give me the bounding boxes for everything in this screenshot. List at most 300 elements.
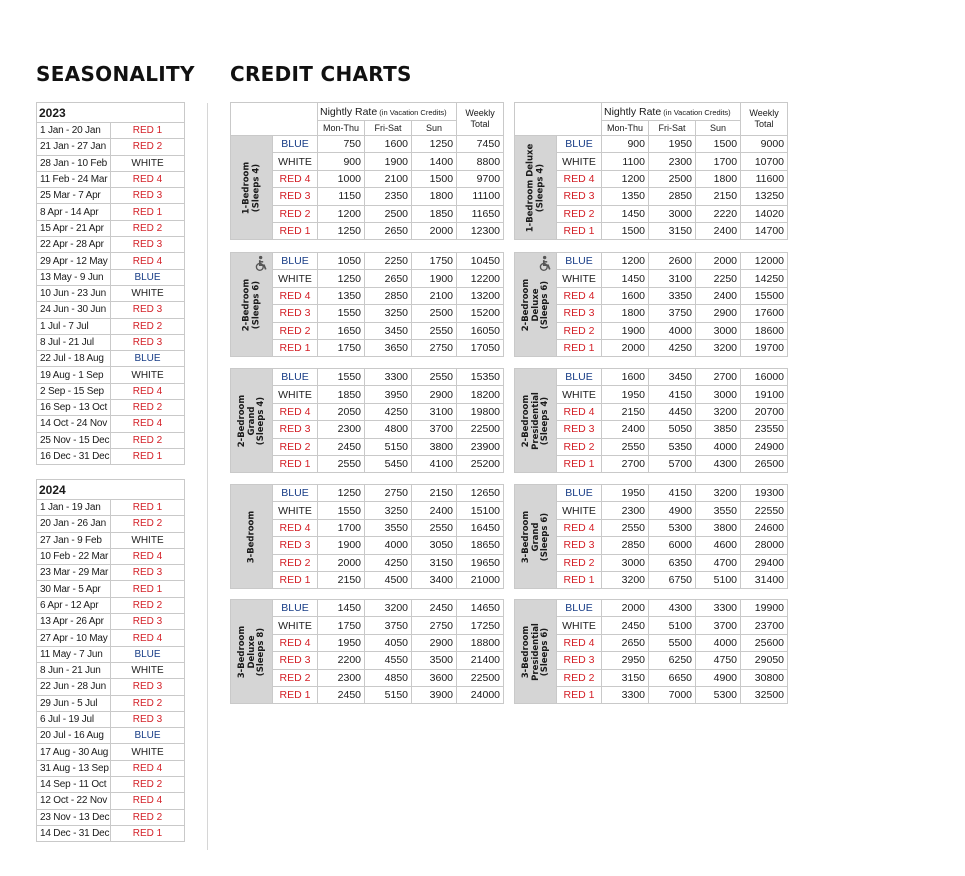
header-blank — [515, 103, 602, 136]
season-label: WHITE — [111, 532, 185, 548]
credit-value: 4000 — [696, 634, 741, 651]
rate-row — [231, 485, 504, 502]
credit-value: 1600 — [602, 369, 649, 386]
date-range: 24 Jun - 30 Jun — [37, 302, 111, 318]
credit-value: 1900 — [602, 322, 649, 339]
credit-value: 2500 — [412, 305, 457, 322]
day-header: Mon-Thu — [602, 121, 649, 136]
season-label: RED 2 — [111, 318, 185, 334]
season-label: RED 3 — [273, 421, 318, 438]
season-label: BLUE — [273, 600, 318, 617]
credit-value: 2650 — [365, 222, 412, 239]
credit-value: 1200 — [602, 170, 649, 187]
credit-value: 2450 — [602, 617, 649, 634]
date-range: 8 Apr - 14 Apr — [37, 204, 111, 220]
credit-value: 5150 — [365, 438, 412, 455]
credit-value: 10700 — [741, 153, 788, 170]
credit-value: 3200 — [696, 339, 741, 356]
date-range: 8 Jul - 21 Jul — [37, 334, 111, 350]
date-range: 28 Jan - 10 Feb — [37, 155, 111, 171]
season-label: BLUE — [111, 269, 185, 285]
credit-value: 3450 — [649, 369, 696, 386]
season-label: RED 4 — [273, 170, 318, 187]
credit-value: 1250 — [318, 222, 365, 239]
credit-value: 30800 — [741, 669, 788, 686]
credit-value: 4900 — [696, 669, 741, 686]
date-range: 6 Apr - 12 Apr — [37, 597, 111, 613]
credit-value: 1900 — [318, 537, 365, 554]
credit-value: 23900 — [457, 438, 504, 455]
season-row — [37, 744, 185, 760]
credit-value: 5100 — [696, 571, 741, 588]
credit-value: 1250 — [318, 270, 365, 287]
season-row — [37, 662, 185, 678]
season-row — [37, 711, 185, 727]
room-type-label: 3-Bedroom — [245, 510, 256, 563]
credit-value: 4100 — [412, 455, 457, 472]
credit-value: 1900 — [365, 153, 412, 170]
season-row — [37, 809, 185, 825]
credit-value: 2400 — [696, 287, 741, 304]
credit-value: 4300 — [696, 455, 741, 472]
season-label: RED 1 — [273, 339, 318, 356]
credit-value: 2300 — [602, 502, 649, 519]
credit-value: 19700 — [741, 339, 788, 356]
season-label: RED 3 — [273, 305, 318, 322]
season-label: RED 1 — [557, 455, 602, 472]
credit-value: 18600 — [741, 322, 788, 339]
season-row — [37, 383, 185, 399]
credit-value: 3000 — [649, 205, 696, 222]
credit-value: 14020 — [741, 205, 788, 222]
season-label: RED 2 — [557, 438, 602, 455]
season-label: BLUE — [111, 728, 185, 744]
credit-value: 8800 — [457, 153, 504, 170]
season-row — [37, 500, 185, 516]
credit-value: 3700 — [696, 617, 741, 634]
credit-value: 17050 — [457, 339, 504, 356]
credit-value: 3000 — [696, 386, 741, 403]
season-label: RED 4 — [557, 403, 602, 420]
season-label: WHITE — [273, 386, 318, 403]
date-range: 11 Feb - 24 Mar — [37, 171, 111, 187]
credit-value: 3000 — [696, 322, 741, 339]
credit-value: 18800 — [457, 634, 504, 651]
credit-value: 2250 — [365, 253, 412, 270]
credit-chart-table — [230, 368, 504, 473]
credit-value: 1050 — [318, 253, 365, 270]
room-type-label: 1-Bedroom (Sleeps 4) — [241, 161, 261, 214]
season-label: WHITE — [273, 617, 318, 634]
credit-value: 19100 — [741, 386, 788, 403]
season-label: RED 4 — [273, 634, 318, 651]
credit-chart-table — [514, 599, 788, 704]
credit-value: 18200 — [457, 386, 504, 403]
credit-value: 2850 — [602, 537, 649, 554]
date-range: 10 Jun - 23 Jun — [37, 285, 111, 301]
credit-value: 4750 — [696, 652, 741, 669]
credit-value: 4850 — [365, 669, 412, 686]
room-type-cell — [515, 600, 557, 704]
credit-value: 2300 — [318, 669, 365, 686]
credit-value: 3750 — [649, 305, 696, 322]
season-label: RED 3 — [111, 334, 185, 350]
rate-row — [231, 369, 504, 386]
credit-value: 2400 — [412, 502, 457, 519]
season-row — [37, 318, 185, 334]
credit-value: 3100 — [649, 270, 696, 287]
season-label: RED 3 — [557, 305, 602, 322]
season-label: RED 3 — [111, 711, 185, 727]
credit-value: 18650 — [457, 537, 504, 554]
credit-value: 22500 — [457, 669, 504, 686]
season-row — [37, 269, 185, 285]
credit-value: 1700 — [696, 153, 741, 170]
room-type-cell — [231, 600, 273, 704]
season-label: RED 4 — [557, 634, 602, 651]
season-row — [37, 285, 185, 301]
credit-value: 1150 — [318, 188, 365, 205]
nightly-rate-note: (in Vacation Credits) — [377, 107, 447, 117]
date-range: 19 Aug - 1 Sep — [37, 367, 111, 383]
credit-value: 2650 — [602, 634, 649, 651]
room-type-cell — [231, 136, 273, 240]
wheelchair-accessible-icon — [253, 255, 270, 272]
date-range: 22 Apr - 28 Apr — [37, 237, 111, 253]
credit-value: 3550 — [365, 519, 412, 536]
credit-value: 2150 — [412, 485, 457, 502]
credit-value: 4150 — [649, 386, 696, 403]
credit-value: 3250 — [365, 305, 412, 322]
credit-value: 4250 — [365, 403, 412, 420]
season-row — [37, 777, 185, 793]
date-range: 6 Jul - 19 Jul — [37, 711, 111, 727]
credit-value: 900 — [602, 136, 649, 153]
credit-value: 2600 — [649, 253, 696, 270]
credit-value: 1650 — [318, 322, 365, 339]
credit-value: 3150 — [649, 222, 696, 239]
date-range: 14 Sep - 11 Oct — [37, 777, 111, 793]
credit-value: 4550 — [365, 652, 412, 669]
date-range: 13 Apr - 26 Apr — [37, 614, 111, 630]
credit-value: 3850 — [696, 421, 741, 438]
credit-value: 4500 — [365, 571, 412, 588]
rate-row — [231, 253, 504, 270]
credit-value: 7000 — [649, 686, 696, 703]
credit-chart-table — [230, 599, 504, 704]
season-label: RED 4 — [111, 548, 185, 564]
season-row — [37, 581, 185, 597]
credit-value: 1600 — [365, 136, 412, 153]
credit-value: 1750 — [318, 617, 365, 634]
credit-value: 14650 — [457, 600, 504, 617]
credit-value: 3000 — [602, 554, 649, 571]
date-range: 22 Jul - 18 Aug — [37, 351, 111, 367]
credit-value: 3300 — [365, 369, 412, 386]
season-label: RED 3 — [111, 679, 185, 695]
credit-value: 17250 — [457, 617, 504, 634]
credit-value: 1200 — [602, 253, 649, 270]
day-header: Fri-Sat — [365, 121, 412, 136]
credit-value: 2200 — [318, 652, 365, 669]
season-row — [37, 597, 185, 613]
credit-value: 2850 — [649, 188, 696, 205]
credit-value: 25200 — [457, 455, 504, 472]
credit-value: 9700 — [457, 170, 504, 187]
credit-value: 3400 — [412, 571, 457, 588]
credit-value: 3200 — [602, 571, 649, 588]
weekly-total-header: Weekly Total — [457, 103, 504, 136]
season-label: WHITE — [557, 153, 602, 170]
credit-charts-heading: CREDIT CHARTS — [230, 62, 412, 86]
season-label: RED 1 — [557, 571, 602, 588]
credit-value: 3800 — [696, 519, 741, 536]
season-label: RED 4 — [557, 170, 602, 187]
season-row — [37, 220, 185, 236]
credit-value: 21000 — [457, 571, 504, 588]
credit-value: 17600 — [741, 305, 788, 322]
season-label: RED 3 — [557, 421, 602, 438]
credit-value: 5300 — [649, 519, 696, 536]
credit-value: 1950 — [318, 634, 365, 651]
season-label: WHITE — [111, 744, 185, 760]
credit-value: 1200 — [318, 205, 365, 222]
season-label: RED 2 — [557, 669, 602, 686]
date-range: 16 Sep - 13 Oct — [37, 400, 111, 416]
season-label: RED 3 — [557, 537, 602, 554]
season-row — [37, 825, 185, 841]
credit-value: 4050 — [365, 634, 412, 651]
credit-value: 15200 — [457, 305, 504, 322]
season-row — [37, 793, 185, 809]
credit-value: 10450 — [457, 253, 504, 270]
credit-value: 2450 — [412, 600, 457, 617]
season-label: WHITE — [111, 285, 185, 301]
credit-value: 2500 — [365, 205, 412, 222]
season-row — [37, 416, 185, 432]
room-type-cell — [231, 253, 273, 357]
credit-value: 2150 — [696, 188, 741, 205]
credit-value: 3650 — [365, 339, 412, 356]
day-header: Sun — [696, 121, 741, 136]
room-type-label: 2-Bedroom Deluxe (Sleeps 6) — [520, 278, 550, 331]
credit-value: 5700 — [649, 455, 696, 472]
season-row — [37, 760, 185, 776]
credit-value: 5500 — [649, 634, 696, 651]
rate-row — [515, 253, 788, 270]
season-label: BLUE — [111, 351, 185, 367]
date-range: 11 May - 7 Jun — [37, 646, 111, 662]
rate-row — [231, 136, 504, 153]
room-type-label: 2-Bedroom Grand (Sleeps 4) — [236, 394, 266, 447]
credit-value: 2400 — [602, 421, 649, 438]
credit-value: 2450 — [318, 438, 365, 455]
credit-value: 2750 — [412, 617, 457, 634]
season-label: RED 2 — [111, 809, 185, 825]
season-label: BLUE — [273, 136, 318, 153]
season-label: RED 2 — [111, 695, 185, 711]
credit-value: 2550 — [412, 322, 457, 339]
credit-value: 6650 — [649, 669, 696, 686]
room-type-cell — [231, 485, 273, 589]
nightly-rate-header — [318, 103, 457, 121]
credit-value: 2550 — [412, 519, 457, 536]
credit-value: 6750 — [649, 571, 696, 588]
rate-row — [515, 600, 788, 617]
credit-value: 4000 — [365, 537, 412, 554]
season-row — [37, 646, 185, 662]
season-label: BLUE — [557, 253, 602, 270]
rate-row — [515, 369, 788, 386]
season-label: RED 2 — [557, 322, 602, 339]
credit-value: 4700 — [696, 554, 741, 571]
credit-value: 19800 — [457, 403, 504, 420]
day-header: Sun — [412, 121, 457, 136]
season-label: RED 1 — [273, 571, 318, 588]
credit-value: 3750 — [365, 617, 412, 634]
credit-value: 3150 — [602, 669, 649, 686]
date-range: 16 Dec - 31 Dec — [37, 448, 111, 464]
season-label: BLUE — [557, 136, 602, 153]
credit-value: 7450 — [457, 136, 504, 153]
season-label: WHITE — [557, 386, 602, 403]
seasonality-heading: SEASONALITY — [36, 62, 195, 86]
season-label: RED 4 — [111, 253, 185, 269]
date-range: 13 May - 9 Jun — [37, 269, 111, 285]
season-row — [37, 351, 185, 367]
season-label: BLUE — [557, 600, 602, 617]
date-range: 31 Aug - 13 Sep — [37, 760, 111, 776]
credit-value: 11100 — [457, 188, 504, 205]
season-label: RED 1 — [111, 825, 185, 841]
credit-value: 3500 — [412, 652, 457, 669]
credit-value: 1500 — [696, 136, 741, 153]
credit-value: 2900 — [412, 634, 457, 651]
date-range: 10 Feb - 22 Mar — [37, 548, 111, 564]
season-label: RED 3 — [273, 537, 318, 554]
credit-chart-table — [514, 102, 788, 240]
credit-value: 2100 — [412, 287, 457, 304]
credit-value: 5350 — [649, 438, 696, 455]
credit-value: 22500 — [457, 421, 504, 438]
season-row — [37, 695, 185, 711]
season-label: RED 2 — [111, 139, 185, 155]
credit-value: 1250 — [412, 136, 457, 153]
credit-value: 1850 — [412, 205, 457, 222]
date-range: 30 Mar - 5 Apr — [37, 581, 111, 597]
credit-value: 1900 — [412, 270, 457, 287]
credit-value: 6000 — [649, 537, 696, 554]
date-range: 23 Mar - 29 Mar — [37, 565, 111, 581]
credit-value: 1550 — [318, 502, 365, 519]
season-label: RED 4 — [273, 519, 318, 536]
season-label: RED 1 — [111, 448, 185, 464]
credit-value: 4300 — [649, 600, 696, 617]
day-header: Fri-Sat — [649, 121, 696, 136]
credit-value: 26500 — [741, 455, 788, 472]
seasonality-table-2023 — [36, 102, 185, 465]
credit-value: 12200 — [457, 270, 504, 287]
credit-chart-table — [230, 252, 504, 357]
credit-value: 900 — [318, 153, 365, 170]
credit-value: 13200 — [457, 287, 504, 304]
rate-row — [231, 600, 504, 617]
room-type-cell — [515, 369, 557, 473]
credit-value: 2750 — [365, 485, 412, 502]
season-row — [37, 400, 185, 416]
credit-value: 2850 — [365, 287, 412, 304]
credit-value: 12000 — [741, 253, 788, 270]
credit-value: 2350 — [365, 188, 412, 205]
credit-value: 2750 — [412, 339, 457, 356]
credit-value: 1750 — [318, 339, 365, 356]
credit-value: 24600 — [741, 519, 788, 536]
season-label: RED 3 — [111, 188, 185, 204]
credit-value: 19650 — [457, 554, 504, 571]
season-label: RED 2 — [111, 400, 185, 416]
date-range: 20 Jan - 26 Jan — [37, 516, 111, 532]
credit-value: 2300 — [649, 153, 696, 170]
credit-value: 3200 — [365, 600, 412, 617]
season-label: RED 2 — [273, 205, 318, 222]
credit-value: 2000 — [412, 222, 457, 239]
credit-value: 2300 — [318, 421, 365, 438]
credit-value: 3800 — [412, 438, 457, 455]
credit-value: 29400 — [741, 554, 788, 571]
credit-value: 15500 — [741, 287, 788, 304]
season-label: RED 1 — [111, 204, 185, 220]
credit-value: 1500 — [602, 222, 649, 239]
credit-value: 3950 — [365, 386, 412, 403]
nightly-rate-label: Nightly Rate — [320, 105, 378, 118]
season-label: RED 4 — [111, 760, 185, 776]
date-range: 14 Oct - 24 Nov — [37, 416, 111, 432]
date-range: 25 Nov - 15 Dec — [37, 432, 111, 448]
credit-value: 5300 — [696, 686, 741, 703]
season-label: BLUE — [111, 646, 185, 662]
credit-value: 19300 — [741, 485, 788, 502]
chart-header-row — [515, 103, 788, 121]
room-type-label: 2-Bedroom (Sleeps 6) — [241, 278, 261, 331]
season-label: RED 2 — [557, 205, 602, 222]
season-label: RED 4 — [111, 416, 185, 432]
credit-value: 1600 — [602, 287, 649, 304]
season-row — [37, 155, 185, 171]
credit-value: 2700 — [602, 455, 649, 472]
credit-value: 6250 — [649, 652, 696, 669]
credit-value: 4000 — [649, 322, 696, 339]
room-type-cell — [515, 485, 557, 589]
credit-value: 2100 — [365, 170, 412, 187]
seasonality-table-2024 — [36, 479, 185, 842]
season-row — [37, 565, 185, 581]
credit-value: 4000 — [696, 438, 741, 455]
season-label: WHITE — [557, 270, 602, 287]
credit-value: 1850 — [318, 386, 365, 403]
date-range: 29 Jun - 5 Jul — [37, 695, 111, 711]
credit-value: 16050 — [457, 322, 504, 339]
season-row — [37, 171, 185, 187]
credit-value: 32500 — [741, 686, 788, 703]
credit-value: 24900 — [741, 438, 788, 455]
credit-value: 1700 — [318, 519, 365, 536]
credit-value: 2150 — [318, 571, 365, 588]
credit-value: 3900 — [412, 686, 457, 703]
credit-value: 2900 — [696, 305, 741, 322]
credit-value: 5050 — [649, 421, 696, 438]
season-label: RED 2 — [557, 554, 602, 571]
credit-value: 3300 — [602, 686, 649, 703]
